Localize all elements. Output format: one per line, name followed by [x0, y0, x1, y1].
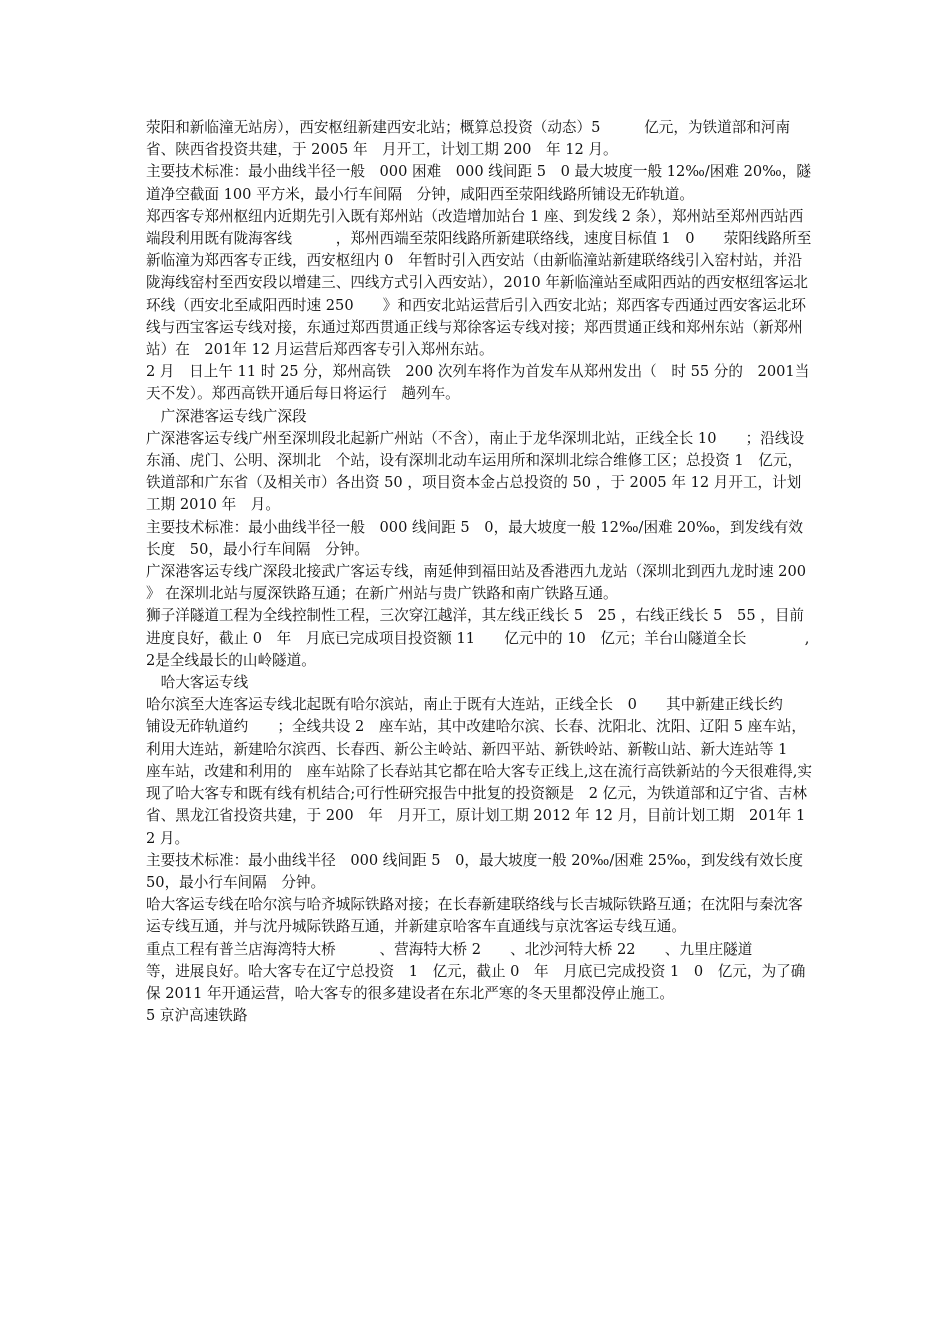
paragraph-zhengxi-standards: 主要技术标准：最小曲线半径一般 000 困难 000 线间距 5 0 最大坡度一般 12‰/困难 20‰，隧道净空截面 100 平方米，最小行车间隔 分钟，咸阳西至荥阳线路所铺设无砟轨道。 — [146, 163, 811, 203]
paragraph-guangshen-overview: 广深港客运专线广州至深圳段北起新广州站（不含），南止于龙华深圳北站，正线全长 10 ；沿线设东涌、虎门、公明、深圳北 个站，设有深圳北动车运用所和深圳北综合维修工区；总投资 1 亿元，铁道部和广东省（及相关市）各出资 50 ，项目资本金占总投资的 50 ，于 2005 年 12 月开工，计划工期 2010 年 月。 — [146, 429, 805, 514]
paragraph-hada-key-works: 重点工程有普兰店海湾特大桥 、营海特大桥 2 、北沙河特大桥 22 、九里庄隧道 等，进展良好。哈大客专在辽宁总投资 1 亿元，截止 0 年 月底已完成投资 1 0 亿元，为了确保 2011 年开通运营，哈大客专的很多建设者在东北严寒的冬天里都没停止施工。 — [146, 940, 806, 1002]
section-heading-jinghu: 5 京沪高速铁路 — [146, 1007, 248, 1025]
paragraph-hada-overview: 哈尔滨至大连客运专线北起既有哈尔滨站，南止于既有大连站，正线全长 0 其中新建正线长约 铺设无砟轨道约 ；全线共设 2 座车站，其中改建哈尔滨、长春、沈阳北、沈阳、辽阳 5 座车站，利用大连站，新建哈尔滨西、长春西、新公主岭站、新四平站、新铁岭站、新鞍山站、新大连站等 1 座车站，改建和利用的 座车站除了长春站其它都在哈大客专正线上,这在流行高铁新站的今天很难得,实现了哈大客专和既有线有机结合;可行性研究报告中批复的投资额是 2 亿元，为铁道部和辽宁省、吉林省、黑龙江省投资共建，于 200 年 月开工，原计划工期 2012 年 12 月，目前计划工期 201年 12 月。 — [146, 696, 827, 847]
paragraph-hada-standards: 主要技术标准：最小曲线半径 000 线间距 5 0，最大坡度一般 20‰/困难 25‰，到发线有效长度 50，最小行车间隔 分钟。 — [146, 851, 818, 891]
paragraph-shiziyang-tunnel: 狮子洋隧道工程为全线控制性工程，三次穿江越洋，其左线正线长 5 25 ，右线正线长 5 55 ，目前进度良好，截止 0 年 月底已完成项目投资额 11 亿元中的 10 亿元；羊台山隧道全长 ,2是全线最长的山岭隧道。 — [146, 607, 810, 669]
paragraph-zhengxi-opening: 2 月 日上午 11 时 25 分，郑州高铁 200 次列车将作为首发车从郑州发出（ 时 55 分的 2001当天不发）。郑西高铁开通后每日将运行 趟列车。 — [146, 363, 810, 403]
paragraph-guangshen-standards: 主要技术标准：最小曲线半径一般 000 线间距 5 0，最大坡度一般 12‰/困难 20‰，到发线有效长度 50，最小行车间隔 分钟。 — [146, 518, 803, 558]
paragraph-hada-connections: 哈大客运专线在哈尔滨与哈齐城际铁路对接；在长春新建联络线与长吉城际铁路互通；在沈阳与秦沈客运专线互通，并与沈丹城际铁路互通，并新建京哈客车直通线与京沈客运专线互通。 — [146, 896, 803, 936]
paragraph-zhengxi-investment: 荥阳和新临潼无站房），西安枢纽新建西安北站；概算总投资（动态）5 亿元，为铁道部和河南省、陕西省投资共建，于 2005 年 月开工，计划工期 200 年 12 月。 — [146, 119, 791, 159]
section-heading-hada: 哈大客运专线 — [146, 674, 249, 692]
paragraph-guangshen-connections: 广深港客运专线广深段北接武广客运专线，南延伸到福田站及香港西九龙站（深圳北到西九龙时速 200 》 在深圳北站与厦深铁路互通；在新广州站与贵广铁路和南广铁路互通。 — [146, 563, 836, 603]
document-body — [146, 117, 836, 1027]
section-heading-guangshen: 广深港客运专线广深段 — [146, 407, 307, 425]
paragraph-zhengxi-hub: 郑西客专郑州枢纽内近期先引入既有郑州站（改造增加站台 1 座、到发线 2 条），郑州站至郑州西站西端段利用既有陇海客线 ，郑州西端至荥阳线路所新建联络线，速度目标值 1 0 荥阳线路所至新临潼为郑西客专正线，西安枢纽内 0 年暂时引入西安站（由新临潼站新建联络线引入窑村站，并沿陇海线窑村至西安段以增建三、四线方式引入西安站），2010 年新临潼站至咸阳西站的西安枢纽客运北环线（西安北至咸阳西时速 250 》和西安北站运营后引入西安北站；郑西客专西通过西安客运北环线与西宝客运专线对接，东通过郑西贯通正线与郑徐客运专线对接；郑西贯通正线和郑州东站（新郑州站）在 201年 12 月运营后郑西客专引入郑州东站。 — [146, 207, 812, 359]
